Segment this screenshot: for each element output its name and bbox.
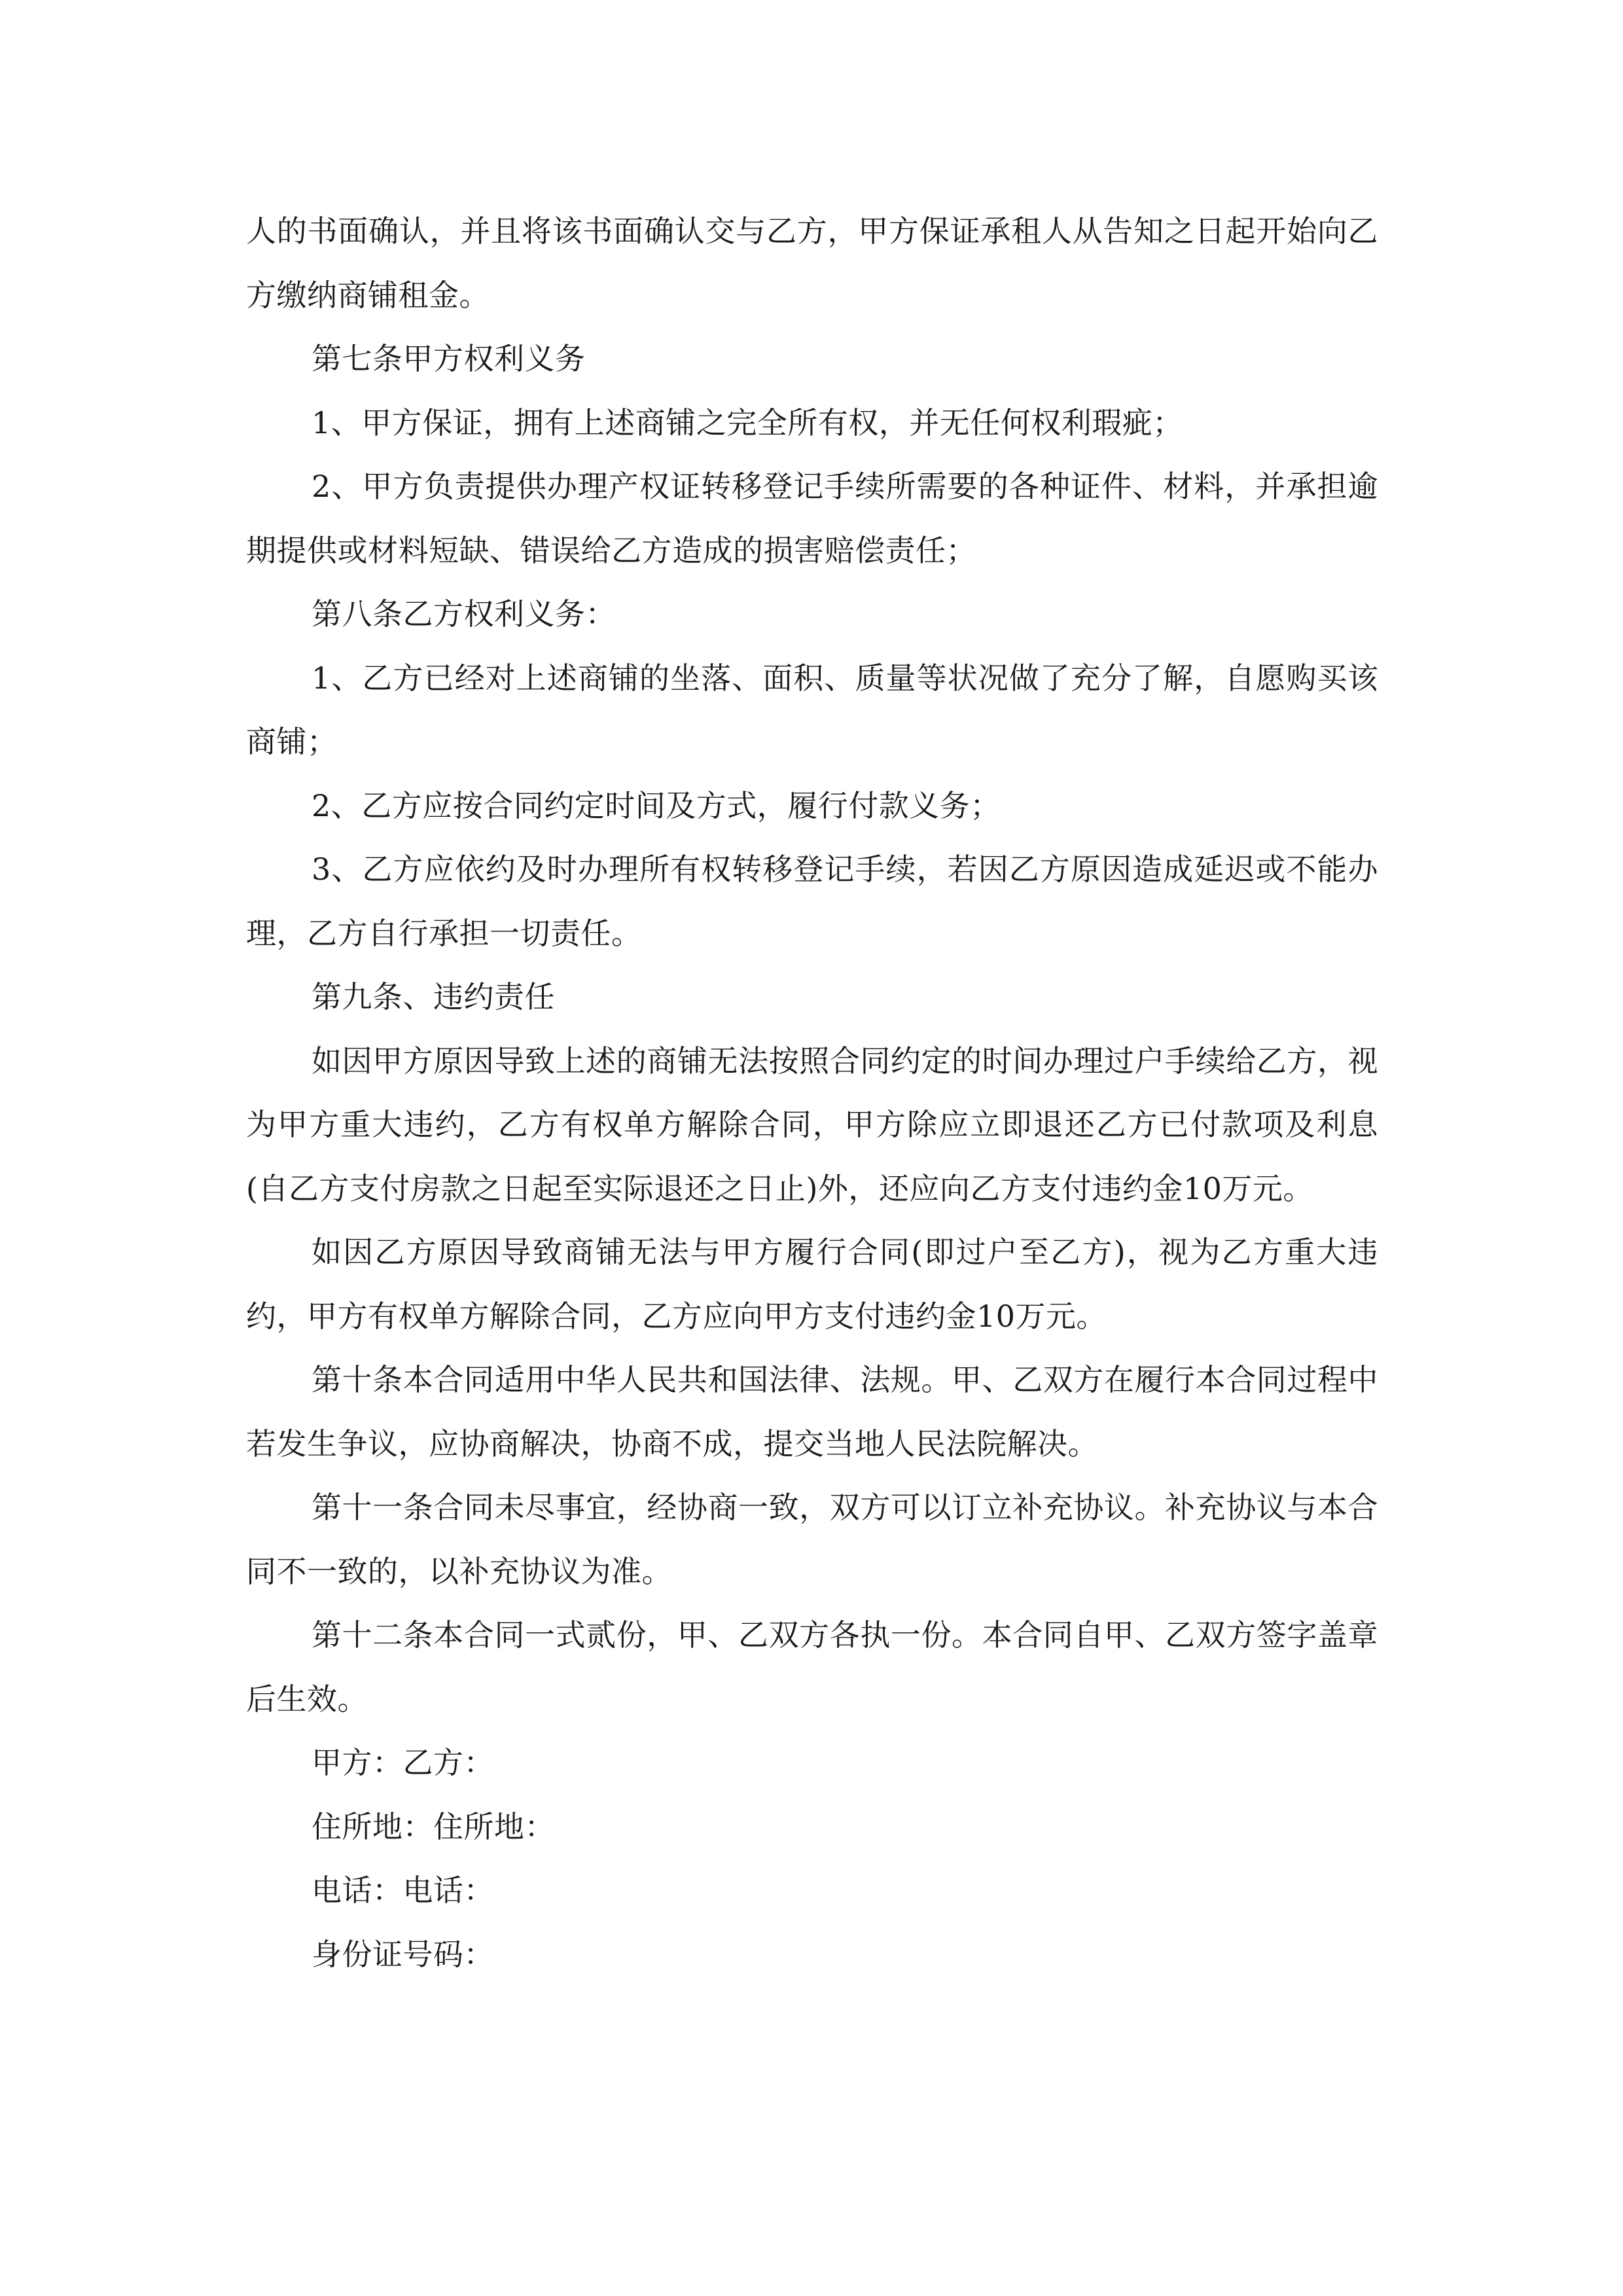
contract-body	[246, 200, 1378, 1986]
heading-article-8: 第八条乙方权利义务：	[312, 596, 616, 632]
signature-id-number: 身份证号码：	[312, 1936, 494, 1972]
paragraph-article-8-item-2: 2、乙方应按合同约定时间及方式，履行付款义务；	[312, 787, 1001, 823]
paragraph-article-11: 第十一条合同未尽事宜，经协商一致，双方可以订立补充协议。补充协议与本合同不一致的，以补充协议为准。	[246, 1490, 1378, 1589]
paragraph-article-9-party-a: 如因甲方原因导致上述的商铺无法按照合同约定的时间办理过户手续给乙方，视为甲方重大违约，乙方有权单方解除合同，甲方除应立即退还乙方已付款项及利息(自乙方支付房款之日起至实际退还之日止)外，还应向乙方支付违约金10万元。	[246, 1043, 1378, 1206]
signature-parties: 甲方：乙方：	[312, 1745, 494, 1780]
signature-phone: 电话：电话：	[312, 1873, 494, 1908]
paragraph-article-9-party-b: 如因乙方原因导致商铺无法与甲方履行合同(即过户至乙方)，视为乙方重大违约，甲方有权单方解除合同，乙方应向甲方支付违约金10万元。	[246, 1234, 1378, 1334]
paragraph-article-10: 第十条本合同适用中华人民共和国法律、法规。甲、乙双方在履行本合同过程中若发生争议，应协商解决，协商不成，提交当地人民法院解决。	[246, 1362, 1378, 1462]
paragraph-continuation: 人的书面确认，并且将该书面确认交与乙方，甲方保证承租人从告知之日起开始向乙方缴纳商铺租金。	[246, 213, 1378, 313]
heading-article-9: 第九条、违约责任	[312, 979, 555, 1014]
paragraph-article-8-item-3: 3、乙方应依约及时办理所有权转移登记手续，若因乙方原因造成延迟或不能办理，乙方自行承担一切责任。	[246, 852, 1378, 951]
signature-address: 住所地：住所地：	[312, 1808, 555, 1844]
paragraph-article-7-item-1: 1、甲方保证，拥有上述商铺之完全所有权，并无任何权利瑕疵；	[312, 404, 1183, 440]
paragraph-article-12: 第十二条本合同一式贰份，甲、乙双方各执一份。本合同自甲、乙双方签字盖章后生效。	[246, 1617, 1378, 1717]
paragraph-article-8-item-1: 1、乙方已经对上述商铺的坐落、面积、质量等状况做了充分了解，自愿购买该商铺；	[246, 660, 1378, 759]
paragraph-article-7-item-2: 2、甲方负责提供办理产权证转移登记手续所需要的各种证件、材料，并承担逾期提供或材料短缺、错误给乙方造成的损害赔偿责任；	[246, 469, 1378, 568]
heading-article-7: 第七条甲方权利义务	[312, 341, 586, 376]
